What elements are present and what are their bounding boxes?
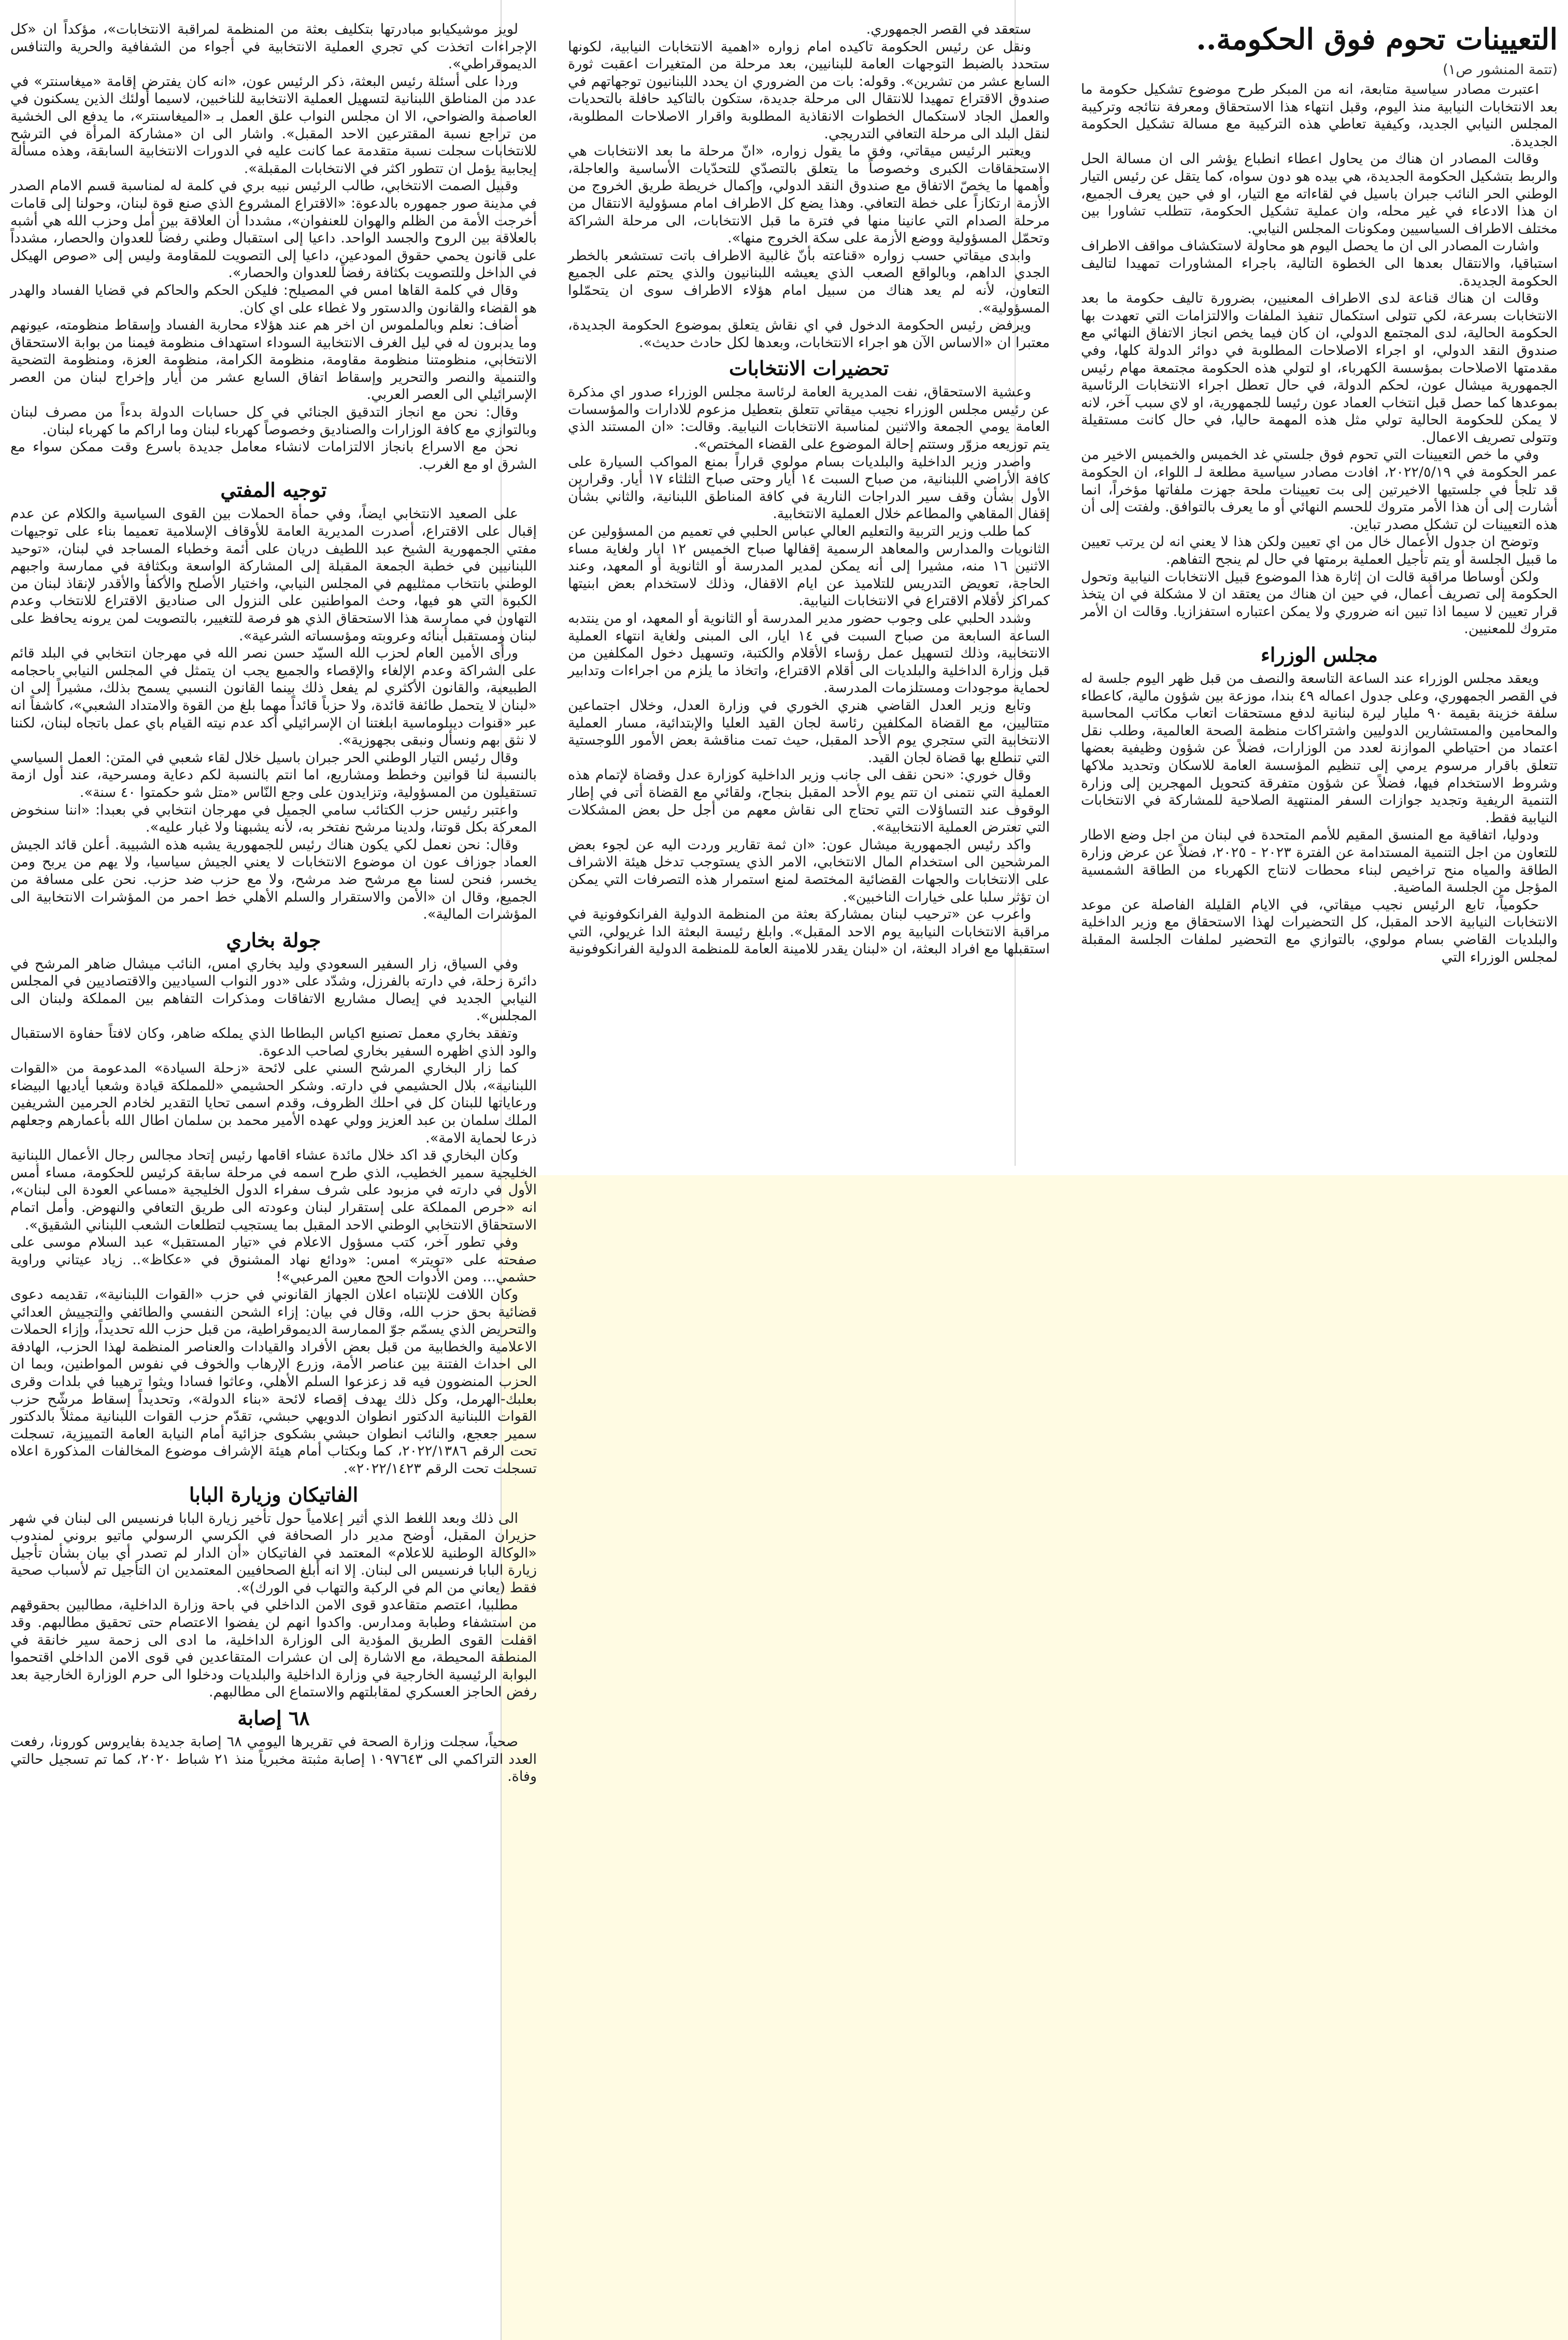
section-heading: مجلس الوزراء (1260, 643, 1378, 666)
paragraph: ويعتبر الرئيس ميقاتي، وفق ما يقول زواره، «انّ مرحلة ما بعد الانتخابات هي الاستحقاقات الكبرى وخصوصاً ما يتعلق بالتصدّي للتحدّيات الأساسية والعاجلة، وأهمها ما يخصّ الاتفاق مع صندوق النقد الدولي، وإكمال خريطة طريق الخروج من الأزمة ارتكازاً على خطة التعافي. وهذا يضع كل الاطراف امام مسؤولية الانتقال من مرحلة الصدام التي عانينا منها في فترة ما قبل الانتخابات، الى مرحلة الشراكة وتحمّل المسؤولية ووضع الأزمة على سكة الخروج منها». (568, 143, 1050, 247)
headline: التعيينات تحوم فوق الحكومة.. (1196, 22, 1558, 56)
paragraph: وفي السياق، زار السفير السعودي وليد بخاري امس، النائب ميشال ضاهر المرشح في دائرة زحلة، في دارته بالفرزل، وشدّد على «دور النواب السياديين والاقتصاديين في المجلس النيابي الجديد في إيصال مشاريع الاتفاقات ومذكرات التفاهم بين المملكة ولبنان الى المجلس». (10, 955, 537, 1024)
paragraph: ويرفض رئيس الحكومة الدخول في اي نقاش يتعلق بموضوع الحكومة الجديدة، معتبرا ان «الاساس الآن هو اجراء الانتخابات، وبعدها لكل حادث حديث». (568, 317, 1050, 351)
paragraph: وكان البخاري قد اكد خلال مائدة عشاء اقامها رئيس إتحاد مجالس رجال الأعمال اللبنانية الخليجية سمير الخطيب، الذي طرح اسمه في مرحلة سابقة كرئيس للحكومة، مساء أمس الأول في دارته في مزبود على شرف سفراء الدول الخليجية «مساعي العودة الى لبنان»، انه «حرص المملكة على إستقرار لبنان وعودته الى طريق التعافي والنهوض. وأمل اتمام الاستحقاق الانتخابي الوطني الاحد المقبل بما يستجيب لتطلعات الشعب اللبناني الشقيق». (10, 1147, 537, 1233)
middle-column (558, 0, 1060, 1161)
paragraph: وكان اللافت للإنتباه اعلان الجهاز القانوني في حزب «القوات اللبنانية»، تقديمه دعوى قضائية بحق حزب الله، وقال في بيان: إزاء الشحن النفسي والطائفي والتجييش العدائي والتحريض الذي يسمّم جوّ الممارسة الديموقراطية، من قبل حزب الله تحديداً، وإزاء الحملات الاعلامية والخطابية من قبل بعض الأفراد والقيادات والعناصر المنظمة لهذا الحزب، الهادفة الى احداث الفتنة بين عناصر الأمة، وزرع الإرهاب والخوف في نفوس المواطنين، وبما ان الحزب المنضوون فيه قد زعزعوا السلم الأهلي، وعاثوا فسادا ويثوا ترهيبا في بلدات وقرى بعلبك-الهرمل، وكل ذلك يهدف إقصاء لائحة «بناء الدولة»، وتحديداً إسقاط مرشّح حزب القوات اللبنانية الدكتور انطوان الدويهي حبشي، تقدّم حزب القوات اللبنانية ممثلاً بالدكتور سمير جعجع، والنائب انطوان حبشي بشكوى جزائية أمام النيابة العامة التمييزية، تسجلت تحت الرقم ٢٠٢٢/١٣٨٦، كما وبكتاب أمام هيئة الإشراف موضوع المخالفات المذكورة اعلاه تسجلت تحت الرقم ٢٠٢٢/١٤٢٣». (10, 1286, 537, 1477)
paragraph: واكد رئيس الجمهورية ميشال عون: «ان ثمة تقارير وردت اليه عن لجوء بعض المرشحين الى استخدام المال الانتخابي، الامر الذي يستوجب تدخل هيئة الاشراف على الانتخابات والجهات القضائية المختصة لمنع استمرار هذه التصرفات التي يمكن ان تؤثر سلبا على خيارات الناخبين». (568, 836, 1050, 905)
paragraph: وابدى ميقاتي حسب زواره «قناعته بأنّ غالبية الاطراف باتت تستشعر بالخطر الجدي الداهم، وبالواقع الصعب الذي يعيشه اللبنانيون والذي يحتم على الجميع التعاون، لأنه لم يعد هناك من سبيل امام هؤلاء الاطراف سوى ان يتحمّلوا المسؤولية». (568, 247, 1050, 316)
paragraph: كما طلب وزير التربية والتعليم العالي عباس الحلبي في تعميم من المسؤولين عن الثانويات والمدارس والمعاهد الرسمية إقفالها صباح الخميس ١٢ ايار ولغاية مساء الاثنين ١٦ منه، مشيرا إلى أنه يمكن لمدير المدرسة أو الثانوية أو المعهد، وعند الحاجة، تعويض التدريس للتلاميذ عن ايام الاقفال، وذلك لاستخدام بعض ابنيتها كمراكز لأقلام الاقتراع في الانتخابات النيابية. (568, 523, 1050, 609)
paragraph: وفي ما خص التعيينات التي تحوم فوق جلستي غد الخميس والخميس الاخير من عمر الحكومة في ٢٠٢٢/٥/١٩، افادت مصادر سياسية مطلعة لـ اللواء، ان الحكومة قد تلجأ في جلستيها الاخيرتين إلى بت تعيينات ملحة جهزت ملفاتها مؤخراً، انما أشارت إلى أن هذا الأمر متروك للحسم النهائي أو ما يعرف بالتوافق. ولفتت إلى أن هذه التعيينات لن تشكل مصدر تباين. (1081, 447, 1558, 533)
paragraph: واشارت المصادر الى ان ما يحصل اليوم هو محاولة لاستكشاف مواقف الاطراف استباقيا، والانتقال بعدها الى الخطوة التالية، باجراء المشاورات تمهيدا لتاليف الحكومة الجديدة. (1081, 238, 1558, 289)
section-body (10, 955, 537, 1478)
left-column-body (10, 21, 537, 473)
paragraph: لويز موشيكيابو مبادرتها بتكليف بعثة من المنظمة لمراقبة الانتخابات»، مؤكداً ان «كل الإجراءات اتخذت كي تجري العملية الانتخابية في أجواء من الشفافية والحرية والتنافس الديموقراطي». (10, 21, 537, 73)
paragraph: حكومياً، تابع الرئيس نجيب ميقاتي، في الايام القليلة الفاصلة عن موعد الانتخابات النيابية الاحد المقبل، كل التحضيرات لهذا الاستحقاق مع وزير الداخلية والبلديات القاضي بسام مولوي، بالتوازي مع التحضير لملفات الجلسة المقبلة لمجلس الوزراء التي (1081, 896, 1558, 965)
middle-column-body (568, 21, 1050, 351)
paragraph: وقبيل الصمت الانتخابي، طالب الرئيس نبيه بري في كلمة له لمناسبة قسم الامام الصدر في مدينة صور جمهوره بالدعوة: «الاقتراع المشروع الذي صنع قوة لبنان، وحولنا إلى قامات أخرجت الأمة من الظلم والهوان للعنفوان»، مشددا أن العلاقة بين أمل وحزب الله هي أشبه بالعلاقة بين الروح والجسد الواحد. داعيا إلى استقبال وطني رفضاً للعدوان والحصار، مشدداً على قانون يحمي حقوق المودعين، داعيا إلى التصويت للمقاومة وليس إلى «صوص الهيكل في الداخل وللتصويت بكثافة رفضاً للعدوان والحصار». (10, 178, 537, 281)
paragraph: وعشية الاستحقاق، نفت المديرية العامة لرئاسة مجلس الوزراء صدور اي مذكرة عن رئيس مجلس الوزراء نجيب ميقاتي تتعلق بتعطيل مزعوم للادارات والمؤسسات العامة يومي الجمعة والاثنين لمناسبة الانتخابات النيابية. وقالت: «ان المستند الذي يتم توزيعه مزوّر وستتم إحالة الموضوع على القضاء المختص». (568, 384, 1050, 453)
paragraph: وقال: نحن مع انجاز التدقيق الجنائي في كل حسابات الدولة بدءاً من مصرف لبنان وبالتوازي مع كافة الوزارات والصناديق وخصوصاً كهرباء لبنان وما اراكم ما كهرباء لبنان. (10, 404, 537, 438)
paragraph: وقال رئيس التيار الوطني الحر جبران باسيل خلال لقاء شعبي في المتن: العمل السياسي بالنسبة لنا قوانين وخطط ومشاريع، اما انتم بالنسبة لكم دعاية ومسرحية، عند أول ازمة تستقيلون من المسؤولية، وتزايدون على وجع النّاس «متل شو حكمتوا ٤٠ سنة». (10, 749, 537, 801)
paragraph: وقال: نحن نعمل لكي يكون هناك رئيس للجمهورية يشبه هذه الشبيبة. أعلن قائد الجيش العماد جوزاف عون ان موضوع الانتخابات لا يعني الجيش سياسيا، ولا يهم من يربح ومن يخسر، فنحن لسنا مع مرشح ضد مرشح، ولا مع حزب ضد حزب. نحن على مسافة من الجميع، وقال ان «الأمن والاستقرار والسلم الأهلي خط احمر من المؤشرات الانتخابية الى المؤشرات المالية». (10, 836, 537, 923)
continued-from-note: (تتمة المنشور ص١) (1443, 62, 1558, 78)
paragraph: واعرب عن «ترحيب لبنان بمشاركة بعثة من المنظمة الدولية الفرانكوفونية في مراقبة الانتخابات النيابية يوم الاحد المقبل». وابلغ رئيسة البعثة الدا غريولي، التي استقبلها مع افراد البعثة، ان «لبنان يقدر للامينة العامة للمنظمة الدولية الفرانكوفونية (568, 906, 1050, 958)
paragraph: نحن مع الاسراع بانجاز الالتزامات لانشاء معامل جديدة باسرع وقت ممكن سواء مع الشرق او مع الغرب. (10, 439, 537, 473)
section-body (1081, 670, 1558, 966)
section-heading: الفاتيكان وزيارة البابا (189, 1482, 359, 1506)
paragraph: أضاف: نعلم وبالملموس ان اخر هم عند هؤلاء محاربة الفساد وإسقاط منظومته، عيونهم وما يدبرون له في ليل الغرف الانتخابية السوداء استهداف منظومة فيمنا من بوابة الاستحقاق الانتخابي، منظومتنا منظومة مقاومة، منظومة الكرامة، منظومة العزة، ومنظومة التضحية والتنمية والنصر والتحرير وإسقاط اتفاق السابع عشر من أيار وإخراج لبنان من العصر الإسرائيلي الى العصر العربي. (10, 317, 537, 403)
section-body (10, 1510, 537, 1702)
section-heading: جولة بخاري (226, 928, 321, 952)
paragraph: اعتبرت مصادر سياسية متابعة، انه من المبكر طرح موضوع تشكيل حكومة ما بعد الانتخابات النيابية منذ اليوم، وقبل انتهاء هذا الاستحقاق ومعرفة نتائجه وتركيبة المجلس النيابي الجديد، وكيفية تعاطي هذه التركيبة مع مسالة تشكيل الحكومة الجديدة. (1081, 81, 1558, 150)
paragraph: صحياً، سجلت وزارة الصحة في تقريرها اليومي ٦٨ إصابة جديدة بفايروس كورونا، رفعت العدد التراكمي الى ١٠٩٧٦٤٣ إصابة مثبتة مخبرياً منذ ٢١ شباط ٢٠٢٠، كما تم تسجيل حالتي وفاة. (10, 1734, 537, 1785)
paragraph: كما زار البخاري المرشح السني على لائحة «زحلة السيادة» المدعومة من «القوات اللبنانية»، بلال الحشيمي في دارته. وشكر الحشيمي «للمملكة قيادة وشعبا أياديها البيضاء ورعاياتها للبنان كل في احلك الظروف، وقدم اسمى تحايا التقدير لخادم الحرمين الشريفين الملك سلمان بن عبد العزيز وولي عهده الأمير محمد بن سلمان اطال الله بأعمارهم وجعلهم ذرعا لحماية الامة». (10, 1060, 537, 1146)
paragraph: وتوضح ان جدول الأعمال خال من اي تعيين ولكن هذا لا يعني انه لن يرتب تعيين ما قبيل الجلسة أو يتم تأجيل العملية برمتها في حال لم ينجح التفاهم. (1081, 534, 1558, 568)
paragraph: ونقل عن رئيس الحكومة تاكيده امام زواره «اهمية الانتخابات النيابية، لكونها ستحدد بالضبط التوجهات العامة للبنانيين، بعد مرحلة من المتغيرات اعقبت ثورة السابع عشر من تشرين». وقوله: بات من الضروري ان يحدد اللبنانيون توجهاتهم في صندوق الاقتراع تمهيدا للانتقال الى مرحلة جديدة، ستكون بالتاكيد حافلة بالتحديات والعمل الجاد لاستكمال الخطوات الانقاذية المطلوبة واقرار الاصلاحات المطلوبة، لنقل البلد الى مرحلة التعافي التدريجي. (568, 38, 1050, 142)
left-column (0, 0, 547, 2340)
right-column (1071, 0, 1568, 2340)
paragraph: ولكن أوساطا مراقبة قالت ان إثارة هذا الموضوع قبيل الانتخابات النيابية وتحول الحكومة إلى تصريف أعمال، في حين ان هناك من يعتقد ان لا مشكلة في ان يتخذ قرار تعيين لا سيما اذا تبين انه ضروري ولا يمكن اعتباره استفزازيا. وقالت ان الأمر متروك للمعنيين. (1081, 568, 1558, 637)
paragraph: وشدد الحلبي على وجوب حضور مدير المدرسة أو الثانوية أو المعهد، او من ينتدبه الساعة السابعة من صباح السبت في ١٤ ايار، الى المبنى ولغاية انتهاء العملية الانتخابية، وذلك لتسهيل عمل رؤساء الأقلام والكتبة، وتسهيل دخول المكلفين من قبل وزارة الداخلية والبلديات الى أقلام الاقتراع، واتخاذ ما يلزم من اجراءات وتدابير لحماية موجودات ومستلزمات المدرسة. (568, 610, 1050, 696)
paragraph: وقال في كلمة القاها امس في المصيلح: فليكن الحكم والحاكم في قضايا الفساد والهدر هو القضاء والقانون والدستور ولا غطاء على اي كان. (10, 282, 537, 316)
paragraph: واصدر وزير الداخلية والبلديات بسام مولوي قراراً بمنع المواكب السيارة على كافة الأراضي اللبنانية، من صباح السبت ١٤ أيار وحتى صباح الثلثاء ١٧ أيار. وقرارين الأول بشأن وقف سير الدراجات النارية في كافة المناطق اللبنانية، والثاني بشأن إقفال المقاهي والمطاعم خلال العملية الانتخابية. (568, 453, 1050, 522)
right-column-body (1081, 81, 1558, 638)
paragraph: مطلبيا، اعتصم متقاعدو قوى الامن الداخلي في باحة وزارة الداخلية، مطالبين بحقوقهم من استشفاء وطبابة ومدارس. واكدوا انهم لن يفضوا الاعتصام حتى تحقيق مطالبهم. وقد اقفلت القوى الطريق المؤدية الى الوزارة الداخلية، ما ادى الى زحمة سير خانقة في المنطقة المحيطة، مع الاشارة إلى ان عشرات المتقاعدين في قوى الامن الداخلي اقتحموا البوابة الرئيسية الخارجية في وزارة الداخلية والبلديات ودخلوا الى حرم الوزارة الخارجية بعد رفض الحاجز العسكري لمقابلتهم والاستماع الى مطالبهم. (10, 1597, 537, 1701)
paragraph: الى ذلك وبعد اللغط الذي أثير إعلامياً حول تأخير زيارة البابا فرنسيس الى لبنان في شهر حزيران المقبل، أوضح مدير دار الصحافة في الكرسي الرسولي ماتيو بروني لمندوب «الوكالة الوطنية للاعلام» المعتمد في الفاتيكان «أن الدار لم تصدر أي بيان بشأن تأجيل زيارة البابا فرنسيس الى لبنان. إلا انه أبلغ الصحافيين المعتمدين ان التأجيل تم لأسباب صحية فقط (يعاني من الم في الركبة والتهاب في الورك)». (10, 1510, 537, 1596)
section-body (568, 383, 1050, 958)
paragraph: ويعقد مجلس الوزراء عند الساعة التاسعة والنصف من قبل ظهر اليوم جلسة له في القصر الجمهوري، وعلى جدول اعماله ٤٩ بندا، موزعة بين شؤون مالية، كاعطاء سلفة خزينة بقيمة ٩٠ مليار ليرة لبنانية لدفع مستحقات اتعاب مكاتب المحاسبة والمحامين والمستشارين الدوليين واشتراكات منظمة الصحة العالمية، وطلب نقل اعتماد من احتياطي الموازنة لعدد من الوزارات، فضلاً عن شؤون وظيفية بعضها تتعلق باقرار مرسوم يرمي إلى تنظيم المؤسسة العامة للاسكان وتحديد ملاكها وشروط الاستخدام فيها، فضلاً عن شؤون متفرقة كتحويل المهجرين إلى وزارة التنمية الريفية وتجديد جوازات السفر المنتهية الصلاحية للمشاركة في الانتخابات النيابية فقط. (1081, 670, 1558, 826)
section-heading: ٦٨ إصابة (237, 1706, 310, 1730)
paragraph: وتابع وزير العدل القاضي هنري الخوري في وزارة العدل، وخلال اجتماعين متتاليين، مع القضاة المكلفين رئاسة لجان القيد العليا والإبتدائية، مسار العملية الانتخابية التي ستجري يوم الأحد المقبل، حيث تمت مناقشة بعض الأمور اللوجستية التي تنطلع بها قضاة لجان القيد. (568, 697, 1050, 766)
paragraph: واعتبر رئيس حزب الكتائب سامي الجميل في مهرجان انتخابي في بعبدا: «اننا سنخوض المعركة بكل قوتنا، ولدينا مرشح نفتخر به، لأنه يشبهنا ولا غبار عليه». (10, 802, 537, 836)
paragraph: وردا على أسئلة رئيس البعثة، ذكر الرئيس عون، «انه كان يفترض إقامة «ميغاسنتر» في عدد من المناطق اللبنانية لتسهيل العملية الانتخابية للناخبين، لاسيما أولئك الذين يسكنون في العاصمة والضواحي، الا ان مجلس النواب علق العمل بـ «الميغاسنتر»، ما يدفع الى الخشية من تراجع نسبة المقترعين الاحد المقبل». واشار الى ان «مشاركة المرأة في الترشح للانتخابات سجلت نسبة متقدمة عما كانت عليه في الدورات الانتخابية السابقة، وهذه مسألة إيجابية يؤمل ان تتطور اكثر في الانتخابات المقبلة». (10, 73, 537, 177)
paragraph: وقالت المصادر ان هناك من يحاول اعطاء انطباع يؤشر الى ان مسالة الحل والربط بتشكيل الحكومة الجديدة، هي بيده هو دون سواه، كما يتقل عن رئيس التيار الوطني الحر النائب جبران باسيل في لقاءاته مع التيار، او في حين يعرف الجميع، ان هذا الادعاء في غير محله، وان عملية تشكيل الحكومة، تتطلب تشاورا بين مختلف الاطراف السياسيين ومكونات المجلس النيابي. (1081, 151, 1558, 237)
paragraph: ورأى الأمين العام لحزب الله السيّد حسن نصر الله في مهرجان انتخابي في البلد قائم على الشراكة وعدم الإلغاء والإقصاء والجميع يجب ان يتمثل في المجلس النيابي باحجامه الطبيعية، والقانون الأكثري لم يفعل ذلك بينما القانون النسبي يسمح بذلك، مشيراً إلى ان «لبنان لا يتحمل طائفة قائدة، ولا حزباً قائداً مهما بلغ من القوة والامتداد الشعبي»، كاشفاً انه عبر «قنوات ديبلوماسية ابلغتنا ان الإسرائيلي أكد عدم نيته القيام باي عمل باتجاه لبنان، لكننا لا نثق بهم ونسأل ونبقى بجهوزية». (10, 645, 537, 749)
paragraph: وفي تطور آخر، كتب مسؤول الاعلام في «تيار المستقبل» عبد السلام موسى على صفحته على «تويتر» امس: «ودائع نهاد المشنوق في «عكاظ».. زياد عيتاني وراوية حشمي... ومن الأدوات الحج معين المرعبي»! (10, 1234, 537, 1286)
section-body (10, 1733, 537, 1786)
section-body (10, 505, 537, 923)
paragraph: على الصعيد الانتخابي ايضاً، وفي حمأة الحملات بين القوى السياسية والكلام عن عدم إقبال على الاقتراع، أصدرت المديرية العامة للأوقاف الإسلامية تعميما بناء على توجيهات مفتي الجمهورية الشيخ عبد اللطيف دريان على أئمة وخطباء المساجد في لبنان، «توحيد اللبنانيين في خطبة الجمعة المقبلة إلى المشاركة الواسعة وبكثافة في ممارسة واجبهم الوطني بانتخاب ممثليهم في المجلس النيابي، واختيار الأصلح والأكفأ والأقدر لإنقاذ لبنان من الكبوة التي هو فيها، وحث المواطنين على النزول الى صناديق الاقتراع للانتخاب وعدم التهاون في ممارسة هذا الاستحقاق الذي هو فرصة للتغيير، بالتصويت لمن يرونه يحافظ على لبنان ومستقبل أبنائه وعروبته ومؤسساته الشرعية». (10, 506, 537, 644)
paragraph: وقال خوري: «نحن نقف الى جانب وزير الداخلية كوزارة عدل وقضاة لإتمام هذه العملية التي نتمنى ان تتم يوم الأحد المقبل بنجاح، ولقائي مع القضاة أتى في إطار الوقوف عند التساؤلات التي تحتاج الى نقاش معهم من أجل حل بعض المشكلات التي تعترض العملية الانتخابية». (568, 767, 1050, 836)
paragraph: وقالت ان هناك قناعة لدى الاطراف المعنيين، بضرورة تاليف حكومة ما بعد الانتخابات بسرعة، لكي تتولى استكمال تنفيذ الملفات والالتزامات التي تعهدت بها الحكومة الحالية، لدى المجتمع الدولي، ان كان فيما يخص انجاز الاتفاق النهائي مع صندوق النقد الدولي، او اجراء الاصلاحات المطلوبة في دوائر الدولة كلها، وفي مقدمتها الاصلاحات بمؤسسة الكهرباء، او لتولي هذه الحكومة مجتمعة مهام رئيس الجمهورية ميشال عون، لحكم الدولة، في حال تعطل اجراء الانتخابات الرئاسية بموعدها كما حصل قبل انتخاب العماد عون رئيسا للجمهورية، او لاي سبب آخر، لانه لا يمكن للحكومة الحالية تولي مثل هذه المهمة حاليا، في حال كانت مستقيلة وتتولى تصريف الاعمال. (1081, 290, 1558, 446)
paragraph: ودوليا، اتفاقية مع المنسق المقيم للأمم المتحدة في لبنان من اجل وضع الاطار للتعاون من اجل التنمية المستدامة عن الفترة ٢٠٢٣ - ٢٠٢٥، فضلاً عن عرض وزارة الطاقة والمياه منح تراخيص لبناء محطات لانتاج الكهرباء من الطاقة الشمسية المؤجل من الجلسة الماضية. (1081, 827, 1558, 896)
section-heading: توجيه المفتي (220, 478, 327, 502)
section-heading: تحضيرات الانتخابات (729, 356, 889, 380)
paragraph: وتفقد بخاري معمل تصنيع اكياس البطاطا الذي يملكه ضاهر، وكان لافتاً حفاوة الاستقبال والود الذي اظهره السفير بخاري لصاحب الدعوة. (10, 1025, 537, 1059)
paragraph: ستعقد في القصر الجمهوري. (866, 21, 1031, 37)
